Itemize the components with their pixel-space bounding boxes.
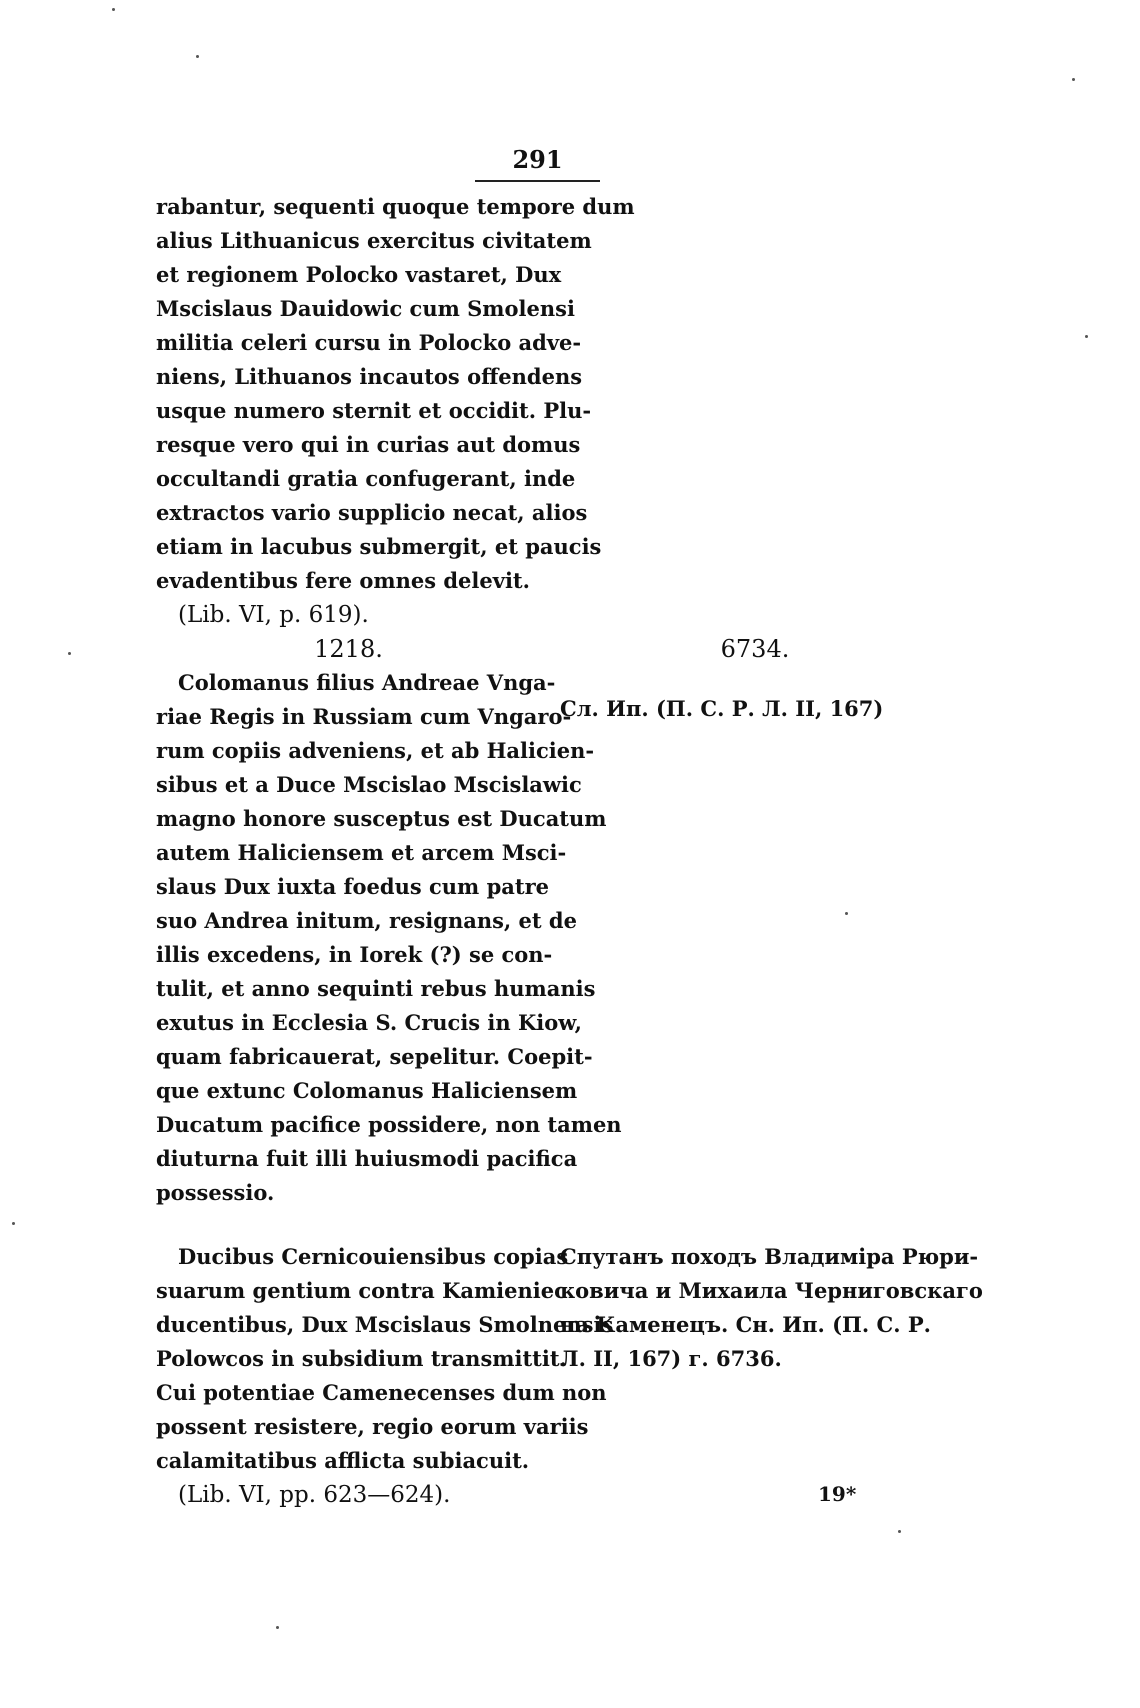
text-line: occultandi gratia confugerant, inde	[156, 466, 576, 491]
reference-text: Л. II, 167) г. 6736.	[560, 1346, 782, 1371]
text-line: tulit, et anno sequinti rebus humanis	[156, 976, 596, 1001]
text-line: diuturna fuit illi huiusmodi pacifica	[156, 1146, 578, 1171]
text-line: alius Lithuanicus exercitus civitatem	[156, 228, 592, 253]
scan-speck	[12, 1222, 15, 1225]
citation: (Lib. VI, p. 619).	[178, 602, 369, 628]
text-line: quam fabricauerat, sepelitur. Coepit-	[156, 1044, 593, 1069]
scan-speck	[112, 8, 115, 11]
paragraph-3	[156, 1240, 614, 1512]
text-line: suo Andrea initum, resignans, et de	[156, 908, 577, 933]
text-line: possessio.	[156, 1180, 275, 1205]
reference-2	[560, 1240, 983, 1376]
text-line: Ducatum pacifice possidere, non tamen	[156, 1112, 622, 1137]
reference-text: на Каменецъ. Сн. Ип. (П. С. Р.	[560, 1312, 931, 1337]
text-line: extractos vario supplicio necat, alios	[156, 500, 588, 525]
text-line: Colomanus filius Andreae Vnga-	[178, 670, 556, 695]
scan-speck	[68, 652, 71, 655]
text-line: rum copiis adveniens, et ab Halicien-	[156, 738, 595, 763]
text-line: Polowcos in subsidium transmittit.	[156, 1346, 567, 1371]
text-line: sibus et a Duce Mscislao Mscislawic	[156, 772, 582, 797]
paragraph-1	[156, 190, 635, 666]
scan-speck	[845, 912, 848, 915]
text-line: ducentibus, Dux Mscislaus Smolnensis	[156, 1312, 614, 1337]
reference-1	[560, 692, 920, 726]
year-right-column	[560, 632, 920, 666]
text-line: exutus in Ecclesia S. Crucis in Kiow,	[156, 1010, 582, 1035]
text-line: suarum gentium contra Kamieniec	[156, 1278, 567, 1303]
text-line: magno honore susceptus est Ducatum	[156, 806, 607, 831]
text-line: etiam in lacubus submergit, et paucis	[156, 534, 602, 559]
reference-text: Спутанъ походъ Владиміра Рюри-	[560, 1244, 979, 1269]
scan-speck	[276, 1626, 279, 1629]
text-line: niens, Lithuanos incautos offendens	[156, 364, 583, 389]
year-heading-right: 6734.	[720, 635, 790, 663]
scan-speck	[196, 55, 199, 58]
text-line: Cui potentiae Camenecenses dum non	[156, 1380, 607, 1405]
text-line: que extunc Colomanus Haliciensem	[156, 1078, 578, 1103]
text-line: illis excedens, in Iorek (?) se con-	[156, 942, 553, 967]
text-line: militia celeri cursu in Polocko adve-	[156, 330, 582, 355]
text-line: et regionem Polocko vastaret, Dux	[156, 262, 562, 287]
reference-text: ковича и Михаила Черниговскаго	[560, 1278, 983, 1303]
paragraph-2	[156, 666, 622, 1210]
text-line: autem Haliciensem et arcem Msci-	[156, 840, 567, 865]
reference-text: Сл. Ип. (П. С. Р. Л. II, 167)	[560, 696, 884, 721]
text-line: usque numero sternit et occidit. Plu-	[156, 398, 592, 423]
text-line: calamitatibus afflicta subiacuit.	[156, 1448, 530, 1473]
text-line: riae Regis in Russiam cum Vngaro-	[156, 704, 572, 729]
text-line: possent resistere, regio eorum variis	[156, 1414, 589, 1439]
page-number: 291	[475, 145, 600, 182]
text-line: Mscislaus Dauidowic cum Smolensi	[156, 296, 575, 321]
text-line: slaus Dux iuxta foedus cum patre	[156, 874, 549, 899]
text-line: rabantur, sequenti quoque tempore dum	[156, 194, 635, 219]
scan-speck	[1072, 78, 1075, 81]
scan-speck	[898, 1530, 901, 1533]
year-heading: 1218.	[314, 635, 383, 663]
signature-mark: 19*	[818, 1482, 857, 1506]
scan-speck	[1085, 335, 1088, 338]
text-line: Ducibus Cernicouiensibus copias	[178, 1244, 569, 1269]
citation: (Lib. VI, pp. 623—624).	[178, 1482, 451, 1508]
text-line: evadentibus fere omnes delevit.	[156, 568, 530, 593]
text-line: resque vero qui in curias aut domus	[156, 432, 581, 457]
